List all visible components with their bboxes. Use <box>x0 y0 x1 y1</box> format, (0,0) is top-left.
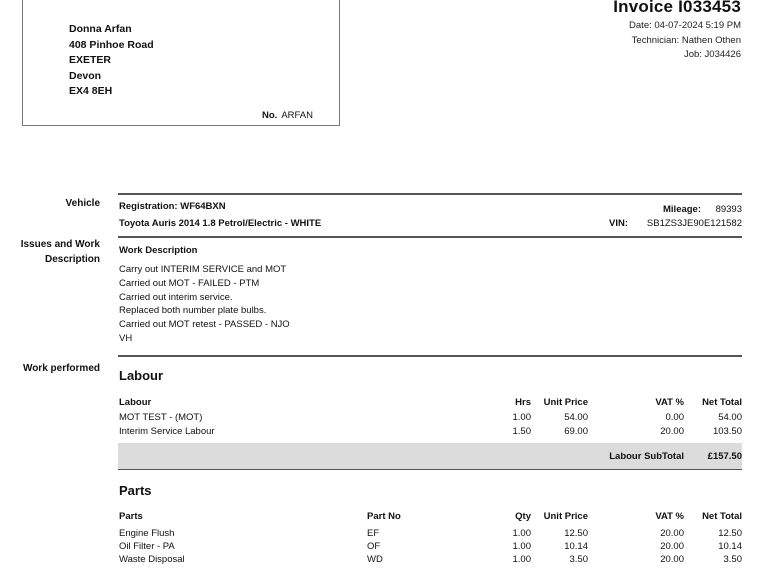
labour-row-item: Interim Service Labour <box>119 426 215 437</box>
labour-col-vat: VAT % <box>655 397 684 408</box>
parts-row-vat: 20.00 <box>660 541 684 552</box>
mileage-label: Mileage: <box>663 204 702 215</box>
parts-row-item: Engine Flush <box>119 528 175 539</box>
address-town: EXETER <box>69 54 112 66</box>
parts-row-net-total: 12.50 <box>718 528 742 539</box>
parts-row-vat: 20.00 <box>660 528 684 539</box>
vin-label: VIN: <box>609 218 628 229</box>
issues-section-label-line2: Description <box>44 254 100 265</box>
parts-row-item: Waste Disposal <box>119 554 185 565</box>
parts-row-item: Oil Filter - PA <box>119 541 175 552</box>
labour-row-unit-price: 69.00 <box>564 426 588 437</box>
labour-row-vat: 0.00 <box>665 412 684 423</box>
work-line: Carried out MOT - FAILED - PTM <box>119 278 260 289</box>
labour-col-hrs: Hrs <box>515 397 531 408</box>
parts-title: Parts <box>119 483 152 498</box>
work-line: Carried out interim service. <box>119 292 233 303</box>
labour-row-item: MOT TEST - (MOT) <box>119 412 203 423</box>
parts-col-item: Parts <box>119 511 143 522</box>
issues-section-label-line1: Issues and Work <box>20 239 100 250</box>
parts-row-part-no: EF <box>367 528 380 539</box>
parts-row-unit-price: 3.50 <box>569 554 588 565</box>
address-postcode: EX4 8EH <box>69 85 113 97</box>
work-line: Carried out MOT retest - PASSED - NJO <box>119 319 290 330</box>
work-line: VH <box>119 333 133 344</box>
work-description-heading: Work Description <box>119 245 198 256</box>
address-street: 408 Pinhoe Road <box>69 39 154 51</box>
work-performed-label: Work performed <box>22 363 100 374</box>
parts-row-qty: 1.00 <box>512 528 531 539</box>
parts-row-net-total: 10.14 <box>718 541 742 552</box>
invoice-job: Job: J034426 <box>683 49 741 60</box>
labour-row-hrs: 1.00 <box>512 412 531 423</box>
labour-row-vat: 20.00 <box>660 426 684 437</box>
parts-row-qty: 1.00 <box>512 554 531 565</box>
labour-row-hrs: 1.50 <box>512 426 531 437</box>
customer-number <box>262 110 313 121</box>
parts-row-unit-price: 12.50 <box>564 528 588 539</box>
parts-col-qty: Qty <box>515 511 531 522</box>
labour-row-net-total: 54.00 <box>718 412 742 423</box>
parts-col-vat: VAT % <box>655 511 684 522</box>
vehicle-description: Toyota Auris 2014 1.8 Petrol/Electric - WHITE <box>119 218 322 229</box>
vin-value: SB1ZS3JE90E121582 <box>646 218 742 229</box>
customer-address-box <box>22 0 340 126</box>
parts-col-unit-price: Unit Price <box>543 511 588 522</box>
labour-title: Labour <box>119 368 164 383</box>
parts-row-qty: 1.00 <box>512 541 531 552</box>
invoice-title: Invoice I033453 <box>613 0 741 16</box>
customer-number-value: ARFAN <box>281 110 313 121</box>
labour-col-unit-price: Unit Price <box>543 397 588 408</box>
invoice-technician: Technician: Nathen Othen <box>631 35 741 46</box>
labour-row-unit-price: 54.00 <box>564 412 588 423</box>
mileage-value: 89393 <box>715 204 742 215</box>
vehicle-bottom-rule <box>118 236 742 238</box>
vehicle-section-label: Vehicle <box>65 198 100 209</box>
parts-col-net-total: Net Total <box>702 511 742 522</box>
parts-row-part-no: OF <box>367 541 381 552</box>
work-performed-rule <box>118 355 742 357</box>
labour-subtotal-label: Labour SubTotal <box>609 451 684 462</box>
customer-number-label: No. <box>262 110 278 121</box>
labour-col-net-total: Net Total <box>702 397 742 408</box>
customer-name: Donna Arfan <box>69 23 132 35</box>
vehicle-top-rule <box>118 193 742 195</box>
parts-row-net-total: 3.50 <box>723 554 742 565</box>
labour-row-net-total: 103.50 <box>712 426 742 437</box>
work-line: Carry out INTERIM SERVICE and MOT <box>119 264 287 275</box>
parts-row-unit-price: 10.14 <box>564 541 588 552</box>
invoice-date: Date: 04-07-2024 5:19 PM <box>629 20 741 31</box>
labour-subtotal-value: £157.50 <box>707 451 742 462</box>
vehicle-registration: Registration: WF64BXN <box>119 201 226 212</box>
address-county: Devon <box>69 70 102 82</box>
labour-col-item: Labour <box>119 397 152 408</box>
work-line: Replaced both number plate bulbs. <box>119 305 267 316</box>
parts-col-part-no: Part No <box>367 511 401 522</box>
parts-row-vat: 20.00 <box>660 554 684 565</box>
parts-row-part-no: WD <box>367 554 383 565</box>
